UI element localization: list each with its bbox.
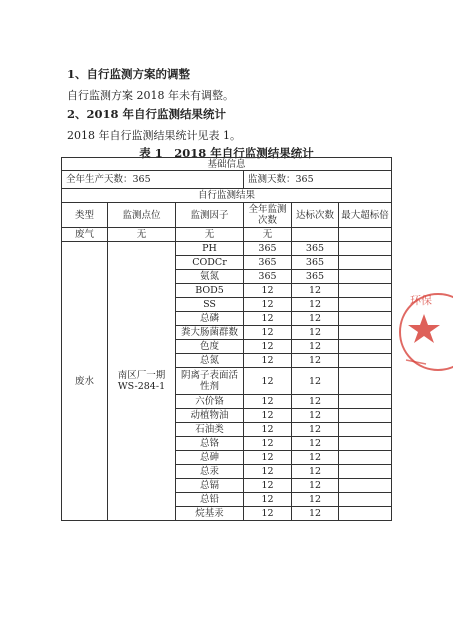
compliant-count-cell: 12 <box>292 284 339 298</box>
annual-count-cell: 12 <box>244 493 292 507</box>
stamp-star-icon <box>408 314 440 343</box>
table-header-row <box>62 203 392 228</box>
svg-text:环保: 环保 <box>410 294 432 307</box>
annual-count-cell: 12 <box>244 326 292 340</box>
max-exceed-cell <box>339 479 392 493</box>
annual-count-cell: 12 <box>244 312 292 326</box>
compliant-count-cell: 365 <box>292 270 339 284</box>
max-exceed-cell <box>339 437 392 451</box>
column-header-point: 监测点位 <box>108 203 176 228</box>
max-exceed-cell <box>339 368 392 395</box>
waste-water-type-cell: 废水 <box>62 242 108 521</box>
waste-gas-compliant-cell <box>292 228 339 242</box>
results-paragraph: 2018 年自行监测结果统计见表 1。 <box>67 129 241 142</box>
compliant-count-cell: 12 <box>292 437 339 451</box>
factor-cell: 总砷 <box>176 451 244 465</box>
max-exceed-cell <box>339 451 392 465</box>
factor-cell: 氨氮 <box>176 270 244 284</box>
annual-count-cell: 365 <box>244 256 292 270</box>
production-days-cell: 全年生产天数：365 <box>62 171 244 189</box>
annual-count-cell: 12 <box>244 465 292 479</box>
factor-cell: 总铅 <box>176 493 244 507</box>
annual-count-cell: 12 <box>244 437 292 451</box>
table-caption: 表 1 2018 年自行监测结果统计 <box>139 146 314 160</box>
max-exceed-cell <box>339 312 392 326</box>
factor-cell: 六价铬 <box>176 395 244 409</box>
max-exceed-cell <box>339 507 392 521</box>
table-row <box>62 158 392 171</box>
annual-count-cell: 12 <box>244 409 292 423</box>
max-exceed-cell <box>339 284 392 298</box>
factor-cell: 色度 <box>176 340 244 354</box>
table-row <box>62 242 392 256</box>
max-exceed-cell <box>339 256 392 270</box>
waste-gas-factor-cell: 无 <box>176 228 244 242</box>
factor-cell: 粪大肠菌群数 <box>176 326 244 340</box>
max-exceed-cell <box>339 395 392 409</box>
compliant-count-cell: 12 <box>292 409 339 423</box>
annual-count-cell: 12 <box>244 451 292 465</box>
annual-count-cell: 12 <box>244 298 292 312</box>
annual-count-cell: 12 <box>244 284 292 298</box>
factor-cell: 总汞 <box>176 465 244 479</box>
red-seal-stamp <box>396 282 453 382</box>
section-heading-results: 2、2018 年自行监测结果统计 <box>67 107 227 121</box>
max-exceed-cell <box>339 423 392 437</box>
compliant-count-cell: 365 <box>292 256 339 270</box>
compliant-count-cell: 12 <box>292 354 339 368</box>
results-header: 自行监测结果 <box>62 189 392 203</box>
compliant-count-cell: 12 <box>292 368 339 395</box>
compliant-count-cell: 12 <box>292 451 339 465</box>
compliant-count-cell: 365 <box>292 242 339 256</box>
max-exceed-cell <box>339 242 392 256</box>
max-exceed-cell <box>339 354 392 368</box>
factor-cell: PH <box>176 242 244 256</box>
column-header-compliant: 达标次数 <box>292 203 339 228</box>
compliant-count-cell: 12 <box>292 395 339 409</box>
column-header-type: 类型 <box>62 203 108 228</box>
annual-count-cell: 12 <box>244 395 292 409</box>
factor-cell: 烷基汞 <box>176 507 244 521</box>
annual-count-cell: 12 <box>244 340 292 354</box>
factor-cell: 总铬 <box>176 437 244 451</box>
basic-info-header: 基础信息 <box>62 158 392 171</box>
column-header-factor: 监测因子 <box>176 203 244 228</box>
compliant-count-cell: 12 <box>292 326 339 340</box>
compliant-count-cell: 12 <box>292 298 339 312</box>
compliant-count-cell: 12 <box>292 423 339 437</box>
max-exceed-cell <box>339 326 392 340</box>
compliant-count-cell: 12 <box>292 465 339 479</box>
max-exceed-cell <box>339 465 392 479</box>
annual-count-cell: 12 <box>244 423 292 437</box>
max-exceed-cell <box>339 298 392 312</box>
annual-count-cell: 12 <box>244 479 292 493</box>
factor-cell: 石油类 <box>176 423 244 437</box>
max-exceed-cell <box>339 409 392 423</box>
waste-gas-max-cell <box>339 228 392 242</box>
waste-gas-point-cell: 无 <box>108 228 176 242</box>
factor-cell: 总镉 <box>176 479 244 493</box>
max-exceed-cell <box>339 493 392 507</box>
annual-count-cell: 12 <box>244 368 292 395</box>
table-row <box>62 189 392 203</box>
max-exceed-cell <box>339 340 392 354</box>
column-header-annual: 全年监测次数 <box>244 203 292 228</box>
compliant-count-cell: 12 <box>292 312 339 326</box>
compliant-count-cell: 12 <box>292 507 339 521</box>
factor-cell: SS <box>176 298 244 312</box>
table-row <box>62 228 392 242</box>
compliant-count-cell: 12 <box>292 493 339 507</box>
annual-count-cell: 12 <box>244 354 292 368</box>
factor-cell: CODCr <box>176 256 244 270</box>
column-header-max-exceed: 最大超标倍 <box>339 203 392 228</box>
annual-count-cell: 365 <box>244 242 292 256</box>
factor-cell: 动植物油 <box>176 409 244 423</box>
compliant-count-cell: 12 <box>292 479 339 493</box>
monitoring-days-cell: 监测天数：365 <box>244 171 392 189</box>
max-exceed-cell <box>339 270 392 284</box>
section-heading-adjustment: 1、自行监测方案的调整 <box>67 67 191 81</box>
factor-cell: BOD5 <box>176 284 244 298</box>
adjustment-paragraph: 自行监测方案 2018 年未有调整。 <box>67 89 234 102</box>
table-row <box>62 171 392 189</box>
annual-count-cell: 365 <box>244 270 292 284</box>
waste-water-point-cell: 南区厂一期 WS-284-1 <box>108 242 176 521</box>
factor-cell: 总氮 <box>176 354 244 368</box>
monitoring-results-table <box>61 157 392 521</box>
waste-gas-annual-cell: 无 <box>244 228 292 242</box>
factor-cell: 阴离子表面活性剂 <box>176 368 244 395</box>
waste-gas-type-cell: 废气 <box>62 228 108 242</box>
annual-count-cell: 12 <box>244 507 292 521</box>
factor-cell: 总磷 <box>176 312 244 326</box>
compliant-count-cell: 12 <box>292 340 339 354</box>
